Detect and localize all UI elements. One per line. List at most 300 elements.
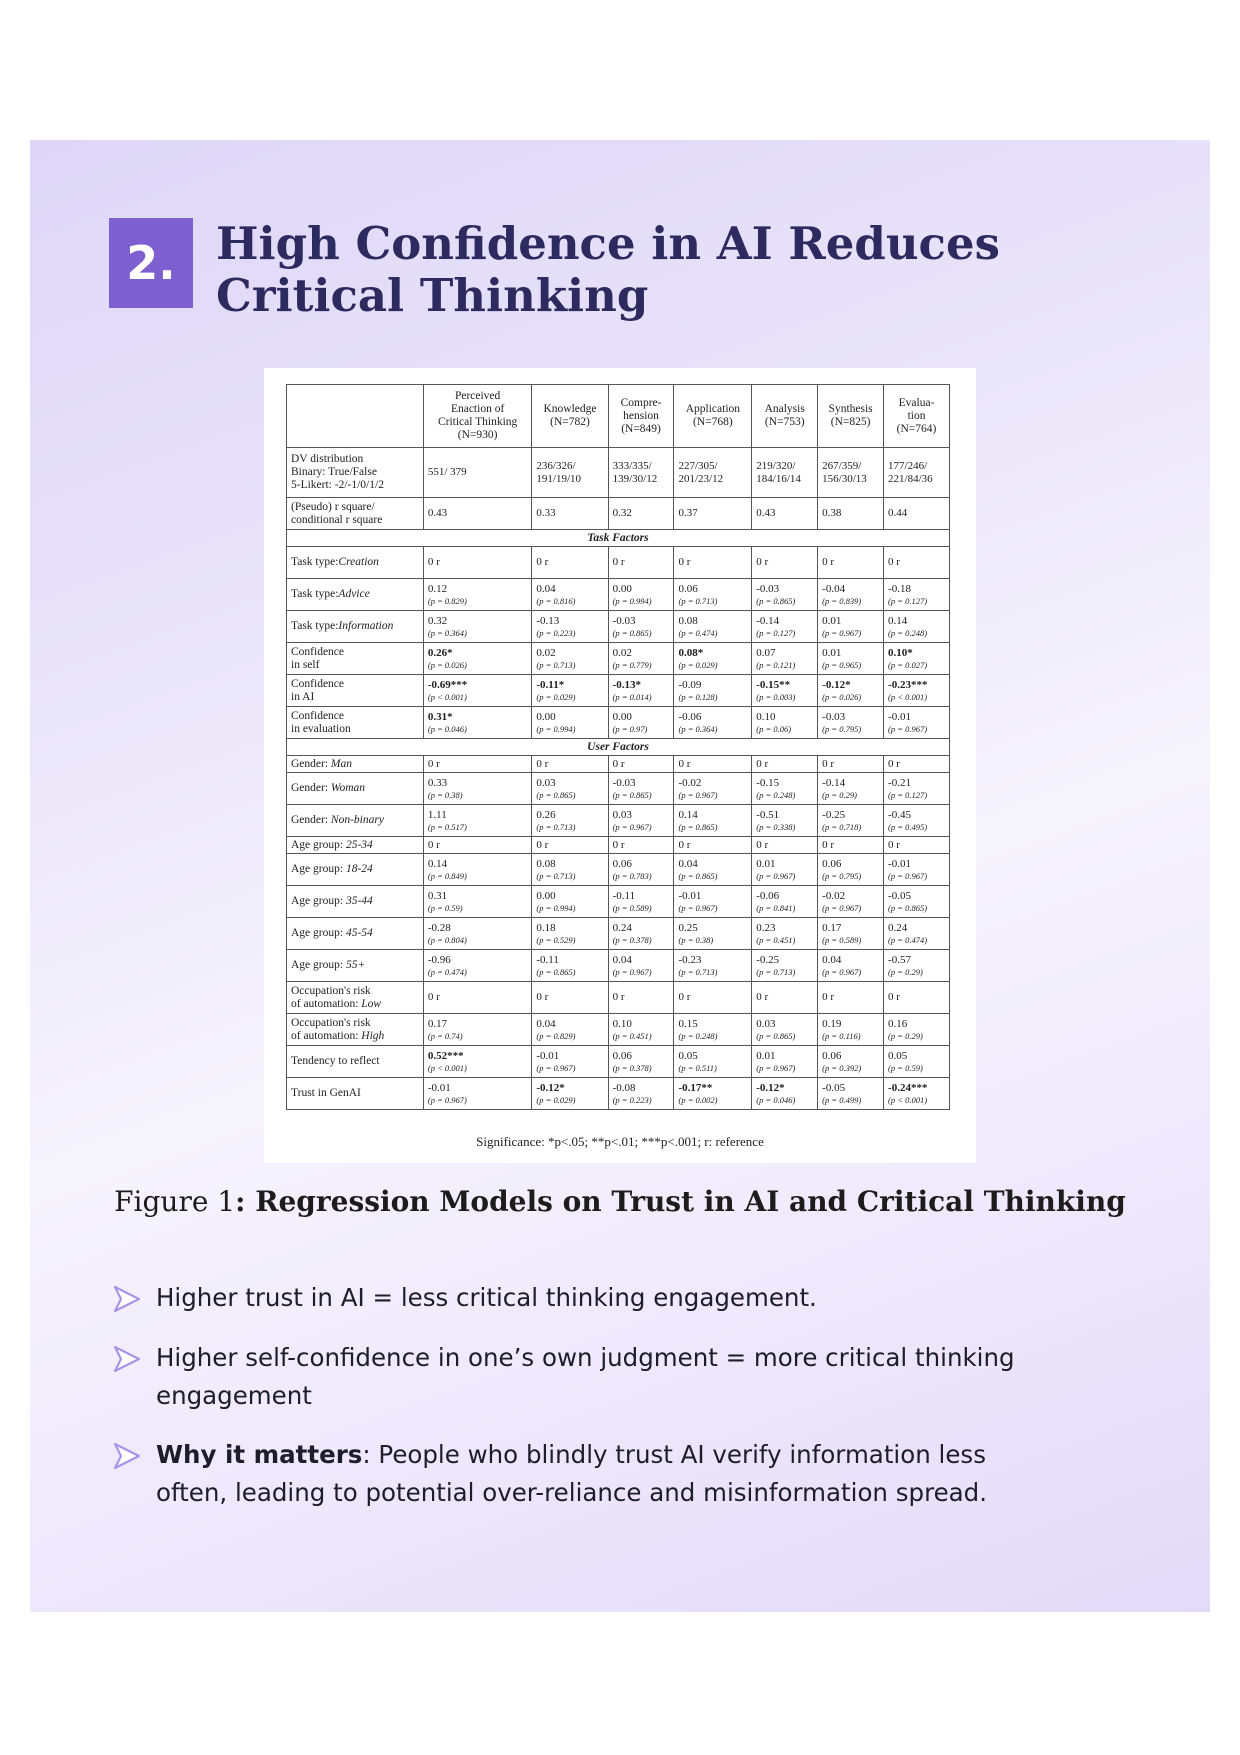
cell-value: 551/ 379 — [427, 466, 467, 478]
table-cell — [532, 950, 608, 982]
table-cell — [674, 950, 752, 982]
row-label-line: of automation: High — [291, 1029, 385, 1042]
cell-p-value: (p = 0.029) — [678, 659, 718, 670]
table-cell — [752, 643, 818, 675]
table-cell — [752, 611, 818, 643]
row-label-italic: Woman — [330, 782, 366, 794]
row-label-line: Occupation's risk — [291, 984, 371, 997]
cell-p-value: (p = 0.127) — [756, 627, 796, 638]
table-cell — [818, 1078, 884, 1110]
cell-value: 0.33 — [427, 776, 448, 789]
cell-value: 0.08 — [536, 857, 556, 870]
table-cell — [884, 1078, 950, 1110]
cell-value: -0.03 — [822, 710, 846, 723]
cell-value: 0.00 — [536, 710, 556, 723]
row-label — [287, 579, 424, 611]
row-label-line: in evaluation — [291, 722, 351, 735]
table-row — [287, 579, 950, 611]
cell-value: 0 r — [822, 757, 835, 770]
table-cell — [423, 611, 532, 643]
cell-value: 0.43 — [427, 507, 448, 519]
table-cell — [818, 1014, 884, 1046]
table-cell — [608, 643, 674, 675]
cell-value: 0.32 — [612, 507, 632, 519]
cell-p-value: (p = 0.451) — [756, 934, 796, 945]
cell-p-value: (p = 0.59) — [427, 902, 463, 913]
cell-p-value: (p = 0.38) — [678, 934, 714, 945]
table-cell — [608, 547, 674, 579]
row-label — [287, 643, 424, 675]
table-cell — [532, 918, 608, 950]
cell-value: 0.05 — [678, 1049, 698, 1062]
bullet-text — [156, 1436, 1116, 1512]
column-header — [884, 385, 950, 448]
cell-value: -0.25 — [756, 953, 780, 966]
table-cell — [884, 547, 950, 579]
table-row — [287, 611, 950, 643]
table-cell — [608, 579, 674, 611]
cell-value: 0.01 — [822, 614, 842, 627]
table-cell — [752, 675, 818, 707]
cell-p-value: (p = 0.804) — [427, 934, 467, 945]
cell-value: 0.06 — [822, 1049, 842, 1062]
cell-value: 0 r — [822, 556, 835, 568]
row-label-italic: High — [361, 1029, 385, 1042]
row-label-line: Confidence — [291, 709, 345, 722]
table-cell — [674, 1078, 752, 1110]
table-cell — [818, 773, 884, 805]
cell-p-value: (p = 0.474) — [678, 627, 718, 638]
column-header-line: hension — [623, 409, 659, 422]
cell-p-value: (p = 0.967) — [678, 902, 718, 913]
cell-value: -0.69*** — [427, 678, 468, 691]
cell-p-value: (p = 0.967) — [822, 902, 862, 913]
table-cell — [608, 837, 674, 854]
column-header-line: (N=782) — [550, 416, 590, 428]
table-cell — [752, 773, 818, 805]
cell-value: 0 r — [678, 991, 691, 1003]
cell-value: 0 r — [427, 556, 440, 568]
row-label-line: Trust in GenAI — [291, 1087, 361, 1099]
cell-value: 0.18 — [536, 921, 556, 934]
row-label-line: Gender: Non-binary — [291, 814, 384, 826]
section-heading — [216, 218, 1116, 322]
cell-value: 0 r — [427, 757, 440, 770]
table-cell — [752, 918, 818, 950]
cell-p-value: (p = 0.865) — [536, 966, 576, 977]
cell-value: 0.00 — [612, 582, 632, 595]
table-row — [287, 837, 950, 854]
table-cell — [818, 886, 884, 918]
table-cell — [532, 547, 608, 579]
cell-value: 0 r — [678, 556, 691, 568]
row-label — [287, 707, 424, 739]
table-cell — [608, 498, 674, 530]
table-cell — [884, 756, 950, 773]
cell-p-value: (p = 0.517) — [427, 821, 467, 832]
table-cell — [423, 1046, 532, 1078]
cell-value: -0.14 — [756, 614, 780, 627]
cell-value: 0.04 — [822, 953, 842, 966]
cell-value: 0.04 — [536, 582, 556, 595]
cell-value: -0.12* — [536, 1081, 565, 1094]
table-cell — [532, 982, 608, 1014]
table-cell — [884, 611, 950, 643]
table-cell — [674, 837, 752, 854]
cell-value: 0.01 — [756, 857, 776, 870]
table-cell — [608, 756, 674, 773]
column-header-line: (N=849) — [621, 422, 661, 435]
cell-value: 0.43 — [756, 507, 776, 519]
cell-p-value: (p = 0.865) — [888, 902, 928, 913]
column-header-line: (N=825) — [830, 416, 871, 428]
cell-value: -0.96 — [427, 953, 451, 966]
cell-p-value: (p = 0.29) — [822, 789, 857, 800]
cell-value: -0.57 — [888, 953, 911, 966]
row-label-italic: Man — [330, 757, 353, 770]
cell-value: 0 r — [756, 556, 769, 568]
column-header-line: Knowledge — [543, 403, 597, 415]
table-cell — [674, 1014, 752, 1046]
cell-value: 236/326/ — [536, 459, 576, 472]
row-label-line: Task type:Advice — [291, 588, 370, 600]
cell-value: 1.11 — [427, 808, 447, 821]
column-header — [752, 385, 818, 448]
cell-p-value: (p = 0.121) — [756, 659, 796, 670]
table-cell — [423, 675, 532, 707]
table-header-row — [287, 385, 950, 448]
cell-value: 0.12 — [427, 582, 448, 595]
cell-value: 0.10 — [756, 710, 776, 723]
cell-value: -0.03 — [756, 582, 780, 595]
cell-value: 0.14 — [888, 614, 908, 627]
cell-value: 0 r — [888, 757, 900, 770]
regression-figure — [264, 368, 976, 1163]
table-cell — [884, 643, 950, 675]
cell-p-value: (p = 0.474) — [888, 934, 928, 945]
cell-value: 0.19 — [822, 1017, 842, 1030]
cell-value: -0.51 — [756, 808, 780, 821]
table-cell — [752, 982, 818, 1014]
table-row — [287, 805, 950, 837]
row-label-italic: 35-44 — [345, 895, 373, 907]
cell-value: -0.13 — [536, 614, 560, 627]
cell-p-value: (p = 0.967) — [678, 789, 718, 800]
table-cell — [423, 886, 532, 918]
cell-p-value: (p = 0.865) — [678, 821, 718, 832]
table-cell — [884, 837, 950, 854]
cell-value: 0.10* — [888, 646, 913, 659]
cell-value: -0.08 — [612, 1081, 636, 1094]
table-cell — [532, 579, 608, 611]
cell-p-value: (p = 0.816) — [536, 595, 576, 606]
row-label-italic: 25-34 — [345, 838, 373, 851]
cell-value: 156/30/13 — [822, 472, 867, 485]
cell-p-value: (p = 0.865) — [678, 870, 718, 881]
cell-value: 0.52*** — [427, 1049, 464, 1062]
cell-value: 0.24 — [888, 921, 908, 934]
cell-value: 0.06 — [612, 857, 632, 870]
table-cell — [608, 611, 674, 643]
cell-p-value: (p = 0.495) — [888, 821, 928, 832]
cell-value: -0.02 — [678, 776, 702, 789]
table-cell — [532, 773, 608, 805]
table-cell — [674, 982, 752, 1014]
cell-p-value: (p = 0.027) — [888, 659, 928, 670]
heading-line-1: High Confidence in AI Reduces — [216, 217, 1000, 270]
table-cell — [532, 854, 608, 886]
column-header-line: Analysis — [764, 403, 805, 415]
table-cell — [884, 707, 950, 739]
cell-value: 0.06 — [678, 582, 698, 595]
column-header — [608, 385, 674, 448]
cell-value: 0.10 — [612, 1017, 632, 1030]
table-cell — [674, 448, 752, 498]
cell-p-value: (p = 0.116) — [822, 1030, 861, 1041]
table-cell — [884, 1014, 950, 1046]
cell-value: -0.28 — [427, 921, 451, 934]
row-label-line: Tendency to reflect — [291, 1055, 380, 1067]
cell-p-value: (p = 0.713) — [756, 966, 796, 977]
table-cell — [818, 918, 884, 950]
table-cell — [818, 643, 884, 675]
row-label-line: Gender: Man — [291, 757, 353, 770]
cell-p-value: (p = 0.127) — [888, 789, 928, 800]
cell-p-value: (p = 0.529) — [536, 934, 576, 945]
cell-value: -0.06 — [678, 710, 702, 723]
cell-p-value: (p = 0.223) — [612, 1094, 652, 1105]
table-cell — [423, 773, 532, 805]
column-header — [423, 385, 532, 448]
table-cell — [818, 1046, 884, 1078]
cell-value: -0.17** — [678, 1081, 713, 1094]
column-header — [818, 385, 884, 448]
cell-p-value: (p = 0.713) — [536, 659, 576, 670]
table-cell — [608, 448, 674, 498]
column-header-line: Compre- — [620, 396, 662, 409]
cell-value: 0 r — [612, 991, 625, 1003]
cell-value: 0.23 — [756, 921, 776, 934]
cell-value: -0.14 — [822, 776, 846, 789]
table-cell — [423, 756, 532, 773]
row-label — [287, 1046, 424, 1078]
regression-table — [286, 384, 950, 1110]
table-cell — [752, 498, 818, 530]
cell-value: 0.37 — [678, 507, 698, 519]
cell-p-value: (p = 0.783) — [612, 870, 652, 881]
table-cell — [608, 675, 674, 707]
cell-value: -0.05 — [888, 889, 911, 902]
cell-p-value: (p = 0.248) — [756, 789, 796, 800]
cell-value: 139/30/12 — [612, 472, 658, 485]
table-cell — [674, 498, 752, 530]
bullet-text-line — [156, 1436, 1116, 1474]
cell-p-value: (p < 0.001) — [888, 691, 928, 702]
cell-p-value: (p = 0.849) — [427, 870, 467, 881]
table-cell — [532, 1046, 608, 1078]
cell-value: 0.14 — [427, 857, 448, 870]
row-label — [287, 756, 424, 773]
table-cell — [674, 547, 752, 579]
table-cell — [752, 579, 818, 611]
dv-distribution-row — [287, 448, 950, 498]
table-cell — [532, 498, 608, 530]
section-number-badge: 2. — [109, 218, 193, 308]
row-label-italic: 45-54 — [345, 927, 373, 939]
table-cell — [423, 918, 532, 950]
row-label — [287, 1078, 424, 1110]
table-cell — [674, 611, 752, 643]
cell-value: 0.01 — [756, 1049, 776, 1062]
table-cell — [608, 886, 674, 918]
cell-value: 0 r — [888, 838, 900, 851]
rsquare-row — [287, 498, 950, 530]
table-cell — [423, 854, 532, 886]
section-header: Task Factors — [287, 530, 950, 547]
table-cell — [423, 1014, 532, 1046]
cell-p-value: (p = 0.718) — [822, 821, 862, 832]
table-cell — [423, 950, 532, 982]
figure-caption — [0, 1185, 1240, 1218]
table-cell — [532, 675, 608, 707]
cell-p-value: (p = 0.713) — [678, 966, 718, 977]
cell-p-value: (p = 0.378) — [612, 934, 652, 945]
table-cell — [752, 1014, 818, 1046]
table-cell — [752, 837, 818, 854]
cell-p-value: (p = 0.795) — [822, 870, 862, 881]
cell-value: 0 r — [756, 838, 769, 851]
cell-value: 0.44 — [888, 507, 908, 519]
table-cell — [884, 950, 950, 982]
cell-value: 0 r — [536, 991, 549, 1003]
table-cell — [674, 854, 752, 886]
cell-p-value: (p = 0.965) — [822, 659, 862, 670]
cell-p-value: (p = 0.713) — [536, 821, 576, 832]
cell-p-value: (p = 0.967) — [536, 1062, 576, 1073]
cell-p-value: (p = 0.865) — [612, 627, 652, 638]
table-cell — [423, 707, 532, 739]
cell-value: 0 r — [612, 838, 625, 851]
caption-title: : Regression Models on Trust in AI and Critical Thinking — [235, 1185, 1126, 1218]
cell-value: 0.02 — [612, 646, 632, 659]
cell-value: 201/23/12 — [678, 472, 724, 485]
cell-p-value: (p = 0.865) — [756, 1030, 796, 1041]
table-cell — [884, 1046, 950, 1078]
table-cell — [423, 547, 532, 579]
table-cell — [423, 448, 532, 498]
row-label — [287, 854, 424, 886]
row-label-line: conditional r square — [291, 513, 383, 526]
table-cell — [818, 448, 884, 498]
column-header — [674, 385, 752, 448]
cell-p-value: (p = 0.026) — [822, 691, 862, 702]
table-cell — [752, 756, 818, 773]
cell-value: -0.25 — [822, 808, 846, 821]
cell-value: -0.11 — [536, 953, 559, 966]
cell-p-value: (p = 0.967) — [756, 870, 796, 881]
cell-value: 191/19/10 — [536, 472, 582, 485]
cell-value: 0.05 — [888, 1049, 908, 1062]
cell-p-value: (p = 0.364) — [427, 627, 467, 638]
cell-value: -0.24*** — [888, 1081, 928, 1094]
table-cell — [884, 886, 950, 918]
table-cell — [884, 448, 950, 498]
cell-value: 0.04 — [536, 1017, 556, 1030]
cell-p-value: (p = 0.378) — [612, 1062, 652, 1073]
cell-p-value: (p = 0.128) — [678, 691, 718, 702]
bullet-text — [156, 1279, 1116, 1317]
table-cell — [752, 950, 818, 982]
column-header-line: Application — [685, 403, 741, 415]
table-cell — [818, 854, 884, 886]
table-cell — [674, 756, 752, 773]
cell-value: 219/320/ — [756, 459, 796, 472]
table-cell — [532, 643, 608, 675]
row-label-italic: Non-binary — [330, 814, 384, 826]
cell-value: -0.18 — [888, 582, 911, 595]
table-cell — [752, 886, 818, 918]
cell-value: 0.04 — [612, 953, 632, 966]
cell-value: 0.04 — [678, 857, 698, 870]
cell-p-value: (p = 0.841) — [756, 902, 796, 913]
cell-value: 0.26* — [427, 646, 453, 659]
cell-value: 0.03 — [756, 1017, 776, 1030]
bullet-bold-lead: Why it matters — [156, 1440, 363, 1469]
cell-p-value: (p = 0.795) — [822, 723, 862, 734]
cell-value: 221/84/36 — [888, 472, 933, 485]
cell-value: -0.15** — [756, 678, 791, 691]
row-label-line: Age group: 18-24 — [291, 863, 373, 875]
row-label-italic: Advice — [338, 588, 370, 600]
cell-value: 0.31* — [427, 710, 453, 723]
table-cell — [423, 805, 532, 837]
cell-p-value: (p = 0.127) — [888, 595, 928, 606]
row-label-line: Gender: Woman — [291, 782, 366, 794]
cell-value: 0.03 — [536, 776, 556, 789]
table-cell — [532, 1078, 608, 1110]
cell-p-value: (p = 0.223) — [536, 627, 576, 638]
table-row — [287, 1046, 950, 1078]
heading-line-2: Critical Thinking — [216, 269, 649, 322]
cell-p-value: (p = 0.829) — [536, 1030, 576, 1041]
cell-value: 0 r — [822, 838, 835, 851]
cell-p-value: (p = 0.994) — [536, 902, 576, 913]
table-cell — [884, 675, 950, 707]
cell-value: -0.13* — [612, 678, 642, 691]
cell-value: 0.14 — [678, 808, 698, 821]
table-cell — [532, 707, 608, 739]
table-cell — [818, 547, 884, 579]
section-row — [287, 739, 950, 756]
cell-value: -0.12* — [822, 678, 851, 691]
cell-p-value: (p = 0.839) — [822, 595, 862, 606]
cell-p-value: (p = 0.046) — [756, 1094, 796, 1105]
table-cell — [608, 950, 674, 982]
column-header-line: (N=768) — [693, 416, 733, 428]
table-cell — [752, 1078, 818, 1110]
row-label-line: Age group: 35-44 — [291, 895, 373, 907]
table-cell — [752, 854, 818, 886]
table-cell — [423, 643, 532, 675]
table-cell — [884, 498, 950, 530]
row-label-italic: 55+ — [345, 959, 366, 971]
table-row — [287, 643, 950, 675]
cell-value: 0.16 — [888, 1017, 908, 1030]
table-cell — [818, 950, 884, 982]
table-row — [287, 1078, 950, 1110]
table-cell — [674, 707, 752, 739]
column-header-line: (N=753) — [764, 416, 805, 428]
